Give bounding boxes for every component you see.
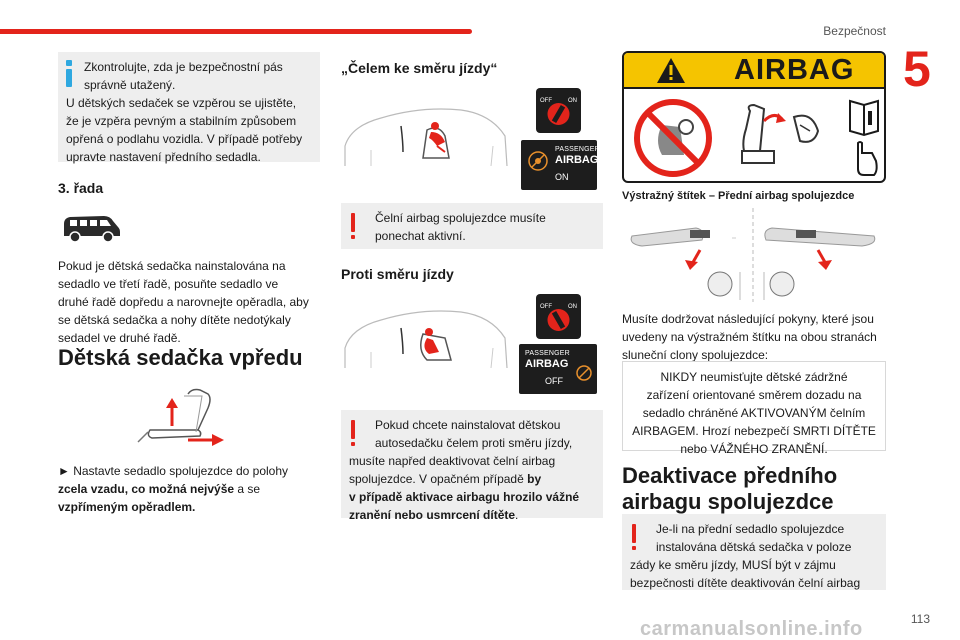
forward-facing-heading: „Čelem ke směru jízdy“ [341, 60, 498, 76]
rear-warning-line: musíte napřed deaktivovat čelní airbag [349, 454, 556, 468]
instruction-line: sluneční clony spolujezdce: [622, 348, 769, 362]
rear-warning-line [349, 470, 595, 488]
seat-airbag-illustration-icon [734, 101, 826, 177]
deactivation-warning-line: bezpečnosti dítěte deaktivován čelní airbag [630, 576, 861, 590]
front-instruction-line: ► Nastavte sedadlo spolujezdce do polohy [58, 464, 289, 478]
passenger-airbag-off-indicator [519, 344, 597, 394]
panel-state-off: OFF [545, 376, 563, 386]
dial-on-label: ON [568, 304, 577, 310]
deactivation-heading [622, 463, 837, 515]
row3-line: sedadel ve druhé řadě. [58, 331, 181, 345]
boxed-warning [622, 361, 886, 456]
deactivation-warning-line: Je-li na přední sedadlo spolujezdce [656, 522, 845, 536]
front-instruction-line [58, 480, 260, 498]
boxed-warning-line: sedadlo chráněné AKTIVOVANÝM čelním [642, 406, 866, 420]
rear-facing-heading: Proti směru jízdy [341, 266, 454, 282]
rear-warning-note [341, 410, 603, 522]
front-instruction-line [58, 498, 195, 516]
info-note-line: upravte nastavení předního sedadla. [66, 150, 261, 164]
info-note-line: opřená o podlahu vozidla. V případě potřeby [66, 132, 303, 146]
front-seat-heading: Dětská sedačka vpředu [58, 345, 303, 370]
front-instruction-rest: a se [234, 482, 261, 496]
panel-brand-label: PASSENGER [525, 350, 570, 357]
row3-line: Pokud je dětská sedačka nainstalována na [58, 259, 286, 273]
watermark: carmanualsonline.info [640, 618, 863, 640]
warning-exclamation-icon [351, 420, 355, 446]
airbag-dial-icon [536, 88, 581, 133]
deactivation-heading-line: airbagu spolujezdce [622, 489, 834, 514]
instruction-line: uvedeny na výstražném štítku na obou stranách [622, 330, 877, 344]
airbag-dial-off-icon [536, 294, 581, 339]
info-note-line: správně utažený. [84, 78, 176, 92]
front-instruction-bold: zcela vzadu, co možná nejvýše [58, 482, 235, 496]
van-icon [60, 212, 122, 244]
rear-warning-bold: by [527, 472, 542, 486]
header-accent-bar [0, 29, 472, 34]
forward-warning-line: Čelní airbag spolujezdce musíte [375, 211, 546, 225]
airbag-warning-label [622, 51, 886, 183]
dial-on-label: ON [568, 98, 577, 104]
chapter-number: 5 [903, 41, 931, 97]
panel-state-on: ON [555, 172, 569, 182]
rear-warning-text: . [515, 508, 519, 522]
front-instruction-bold: vzpřímeným opěradlem. [58, 500, 196, 514]
boxed-warning-line: AIRBAGEM. Hrozí nebezpečí SMRTI DÍTĚTE [632, 424, 876, 438]
panel-airbag-word: AIRBAG [555, 154, 599, 166]
deactivation-warning-line: instalována dětská sedačka v poloze [656, 540, 852, 554]
info-note-line: že je vzpěra pevným a stabilním způsobem [66, 114, 297, 128]
car-forward-child-seat-illustration [341, 96, 511, 176]
airbag-label-word: AIRBAG [734, 54, 855, 86]
deactivation-warning-line: zády ke směru jízdy, MUSÍ být v zájmu [630, 558, 836, 572]
row3-line: se dětská sedačka a nohy dítěte nedotýkaly [58, 313, 291, 327]
deactivation-heading-line: Deaktivace předního [622, 463, 838, 488]
forward-warning-line: ponechat aktivní. [375, 229, 466, 243]
page-number: 113 [910, 612, 930, 626]
warning-exclamation-icon [632, 524, 636, 550]
instruction-line: Musíte dodržovat následující pokyny, které jsou [622, 312, 874, 326]
label-caption: Výstražný štítek – Přední airbag spolujezdce [622, 190, 855, 202]
boxed-warning-line: NIKDY neumisťujte dětské zádržné [660, 370, 848, 384]
car-rearward-child-seat-illustration [341, 298, 511, 378]
dial-off-label: OFF [540, 304, 552, 310]
rear-warning-bold: zranění nebo usmrcení dítěte [349, 508, 516, 522]
warning-triangle-icon [656, 57, 686, 84]
info-note-line: Zkontrolujte, zda je bezpečnostní pás [84, 60, 283, 74]
info-note [58, 52, 320, 162]
seat-adjust-illustration [128, 386, 238, 450]
manual-reference-icon [846, 97, 882, 179]
airbag-label-banner [624, 53, 884, 89]
airbag-deactivated-symbol-icon [527, 150, 549, 172]
sun-visor-label-locations-illustration [622, 208, 886, 302]
rear-warning-line: autosedačku čelem proti směru jízdy, [375, 436, 573, 450]
warning-exclamation-icon [351, 213, 355, 239]
row3-line: druhé řadě dopředu a narovnejte opěradla, aby [58, 295, 309, 309]
dial-off-label: OFF [540, 98, 552, 104]
rear-warning-line [349, 506, 595, 524]
section-title: Bezpečnost [823, 24, 886, 38]
forward-warning-note [341, 203, 603, 249]
rear-warning-line: Pokud chcete nainstalovat dětskou [375, 418, 561, 432]
boxed-warning-line: nebo VÁŽNÉHO ZRANĚNÍ. [680, 442, 828, 456]
rear-warning-line [349, 488, 595, 506]
panel-brand-label: PASSENGER [555, 146, 600, 153]
airbag-deactivated-symbol-icon [575, 364, 593, 382]
passenger-airbag-on-indicator [521, 140, 600, 190]
row3-line: sedadlo ve třetí řadě, posuňte sedadlo ve [58, 277, 279, 291]
panel-airbag-word: AIRBAG [525, 358, 569, 370]
info-note-line: U dětských sedaček se vzpěrou se ujistěte, [66, 96, 297, 110]
boxed-warning-line: zařízení orientované směrem dozadu na [646, 388, 862, 402]
row3-heading: 3. řada [58, 180, 104, 196]
deactivation-warning-note [622, 514, 886, 590]
rear-warning-text: spolujezdce. V opačném případě [349, 472, 528, 486]
rear-warning-bold: v případě aktivace airbagu hrozilo vážné [349, 490, 580, 504]
no-rear-facing-seat-icon [632, 97, 714, 179]
info-icon [66, 60, 72, 88]
